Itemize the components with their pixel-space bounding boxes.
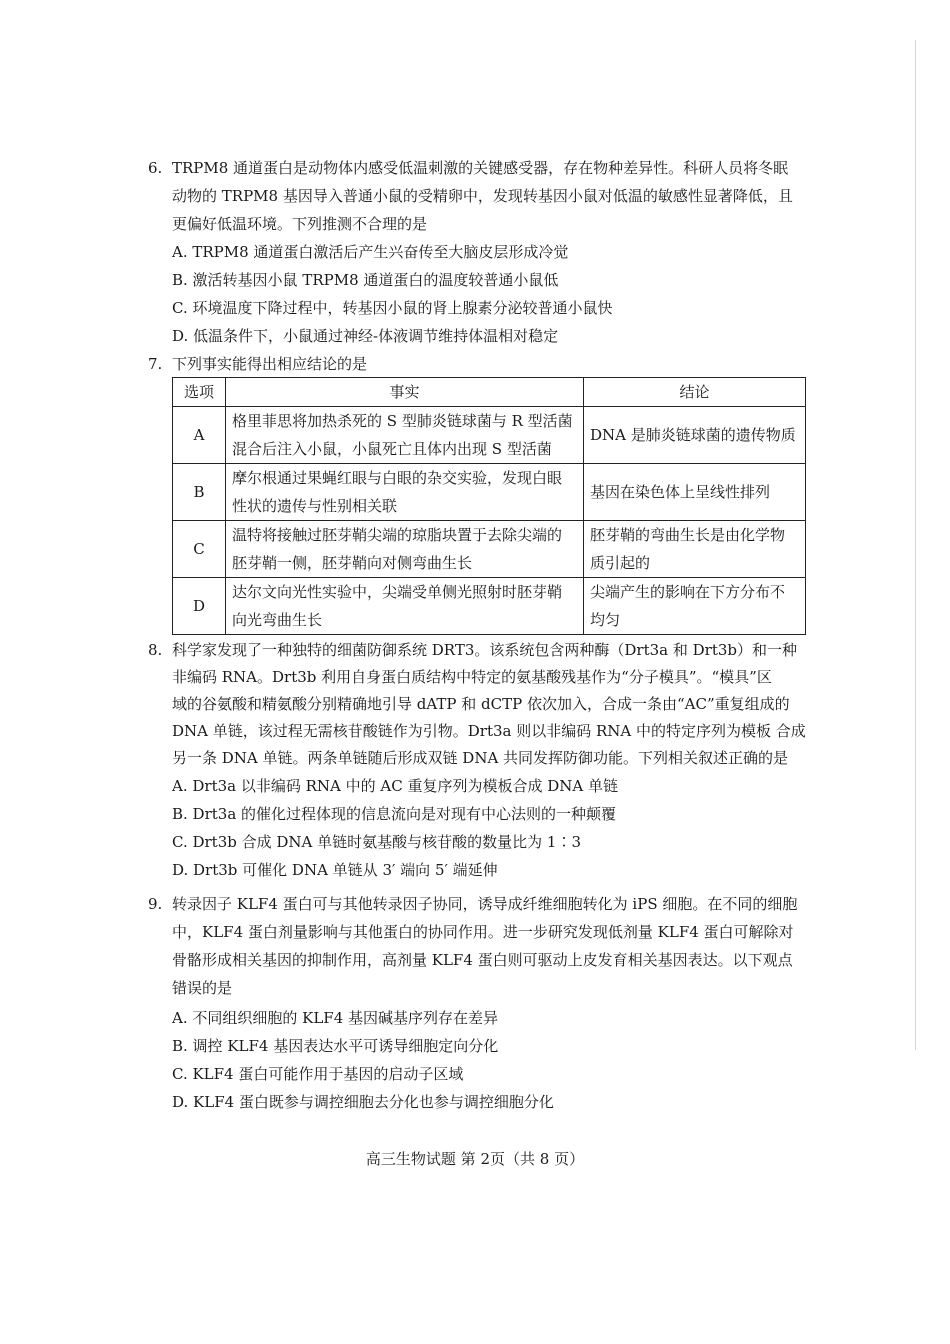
header-conclusion: 结论 <box>584 378 806 407</box>
option-c: C. KLF4 蛋白可能作用于基因的启动子区域 <box>172 1065 464 1083</box>
conclusion-line: 均匀 <box>590 611 621 629</box>
question-stem-line: 非编码 RNA。Drt3b 利用自身蛋白质结构中特定的氨基酸残基作为“分子模具”。“模具”区 <box>172 668 772 686</box>
fact-line: 摩尔根通过果蝇红眼与白眼的杂交实验，发现白眼 <box>232 469 563 487</box>
question-stem-line: 下列事实能得出相应结论的是 <box>172 355 368 373</box>
question-number: 7. <box>148 355 163 373</box>
row-conclusion <box>584 464 806 521</box>
conclusion-line: 胚芽鞘的弯曲生长是由化学物 <box>590 526 786 544</box>
fact-line: 格里菲思将加热杀死的 S 型肺炎链球菌与 R 型活菌 <box>232 412 573 430</box>
conclusion-line: 尖端产生的影响在下方分布不 <box>590 583 786 601</box>
question-stem-line: 错误的是 <box>172 979 233 997</box>
question-stem-line: 骨骼形成相关基因的抑制作用，高剂量 KLF4 蛋白则可驱动上皮发育相关基因表达。以下观点 <box>172 951 793 969</box>
table-row <box>173 407 806 464</box>
row-option: A <box>173 407 226 464</box>
row-option: C <box>173 521 226 578</box>
conclusion-line: 质引起的 <box>590 554 651 572</box>
fact-line: 温特将接触过胚芽鞘尖端的琼脂块置于去除尖端的 <box>232 526 563 544</box>
question-stem-line: 中，KLF4 蛋白剂量影响与其他蛋白的协同作用。进一步研究发现低剂量 KLF4 蛋白可解除对 <box>172 923 794 941</box>
header-fact: 事实 <box>226 378 584 407</box>
table-row <box>173 578 806 635</box>
table-row <box>173 521 806 578</box>
row-fact <box>226 521 584 578</box>
question-stem-line: 更偏好低温环境。下列推测不合理的是 <box>172 215 428 233</box>
row-fact <box>226 464 584 521</box>
option-d: D. Drt3b 可催化 DNA 单链从 3′ 端向 5′ 端延伸 <box>172 861 498 879</box>
question-stem-line: 动物的 TRPM8 基因导入普通小鼠的受精卵中，发现转基因小鼠对低温的敏感性显著降低，且 <box>172 187 793 205</box>
conclusion-line: 基因在染色体上呈线性排列 <box>590 483 771 501</box>
option-d: D. KLF4 蛋白既参与调控细胞去分化也参与调控细胞分化 <box>172 1093 554 1111</box>
row-conclusion <box>584 521 806 578</box>
row-conclusion <box>584 407 806 464</box>
question-number: 6. <box>148 159 163 177</box>
row-fact <box>226 407 584 464</box>
question-stem-line: TRPM8 通道蛋白是动物体内感受低温刺激的关键感受器，存在物种差异性。科研人员将冬眠 <box>172 159 789 177</box>
question-stem-line: 转录因子 KLF4 蛋白可与其他转录因子协同，诱导成纤维细胞转化为 iPS 细胞。在不同的细胞 <box>172 895 798 913</box>
row-fact <box>226 578 584 635</box>
question-number: 9. <box>148 895 163 913</box>
question-number: 8. <box>148 641 163 659</box>
fact-line: 胚芽鞘一侧，胚芽鞘向对侧弯曲生长 <box>232 554 473 572</box>
header-option: 选项 <box>173 378 226 407</box>
fact-line: 向光弯曲生长 <box>232 611 323 629</box>
option-b: B. 激活转基因小鼠 TRPM8 通道蛋白的温度较普通小鼠低 <box>172 271 559 289</box>
conclusion-line: DNA 是肺炎链球菌的遗传物质 <box>590 426 796 444</box>
page-footer: 高三生物试题 第 2页（共 8 页） <box>365 1150 585 1168</box>
option-c: C. 环境温度下降过程中，转基因小鼠的肾上腺素分泌较普通小鼠快 <box>172 299 613 317</box>
scan-edge-line <box>915 40 916 1050</box>
question-stem-line: DNA 单链，该过程无需核苷酸链作为引物。Drt3a 则以非编码 RNA 中的特定序列为模板 合成 <box>172 722 806 740</box>
fact-line: 混合后注入小鼠，小鼠死亡且体内出现 S 型活菌 <box>232 440 552 458</box>
option-b: B. Drt3a 的催化过程体现的信息流向是对现有中心法则的一种颠覆 <box>172 805 617 823</box>
row-option: B <box>173 464 226 521</box>
question-stem-line: 科学家发现了一种独特的细菌防御系统 DRT3。该系统包含两种酶（Drt3a 和 Drt3b）和一种 <box>172 641 797 659</box>
table-row <box>173 464 806 521</box>
option-a: A. Drt3a 以非编码 RNA 中的 AC 重复序列为模板合成 DNA 单链 <box>172 777 619 795</box>
question-stem-line: 另一条 DNA 单链。两条单链随后形成双链 DNA 共同发挥防御功能。下列相关叙述正确的是 <box>172 749 789 767</box>
option-d: D. 低温条件下，小鼠通过神经-体液调节维持体温相对稳定 <box>172 327 559 345</box>
table-header-row <box>173 378 806 407</box>
fact-line: 性状的遗传与性别相关联 <box>232 497 398 515</box>
fact-line: 达尔文向光性实验中，尖端受单侧光照射时胚芽鞘 <box>232 583 563 601</box>
row-conclusion <box>584 578 806 635</box>
question-stem-line: 域的谷氨酸和精氨酸分别精确地引导 dATP 和 dCTP 依次加入，合成一条由“AC”重复组成的 <box>172 695 790 713</box>
option-c: C. Drt3b 合成 DNA 单链时氨基酸与核苷酸的数量比为 1∶3 <box>172 833 581 851</box>
option-b: B. 调控 KLF4 基因表达水平可诱导细胞定向分化 <box>172 1037 499 1055</box>
option-a: A. 不同组织细胞的 KLF4 基因碱基序列存在差异 <box>172 1009 499 1027</box>
facts-table <box>172 377 806 635</box>
option-a: A. TRPM8 通道蛋白激活后产生兴奋传至大脑皮层形成冷觉 <box>172 243 569 261</box>
row-option: D <box>173 578 226 635</box>
